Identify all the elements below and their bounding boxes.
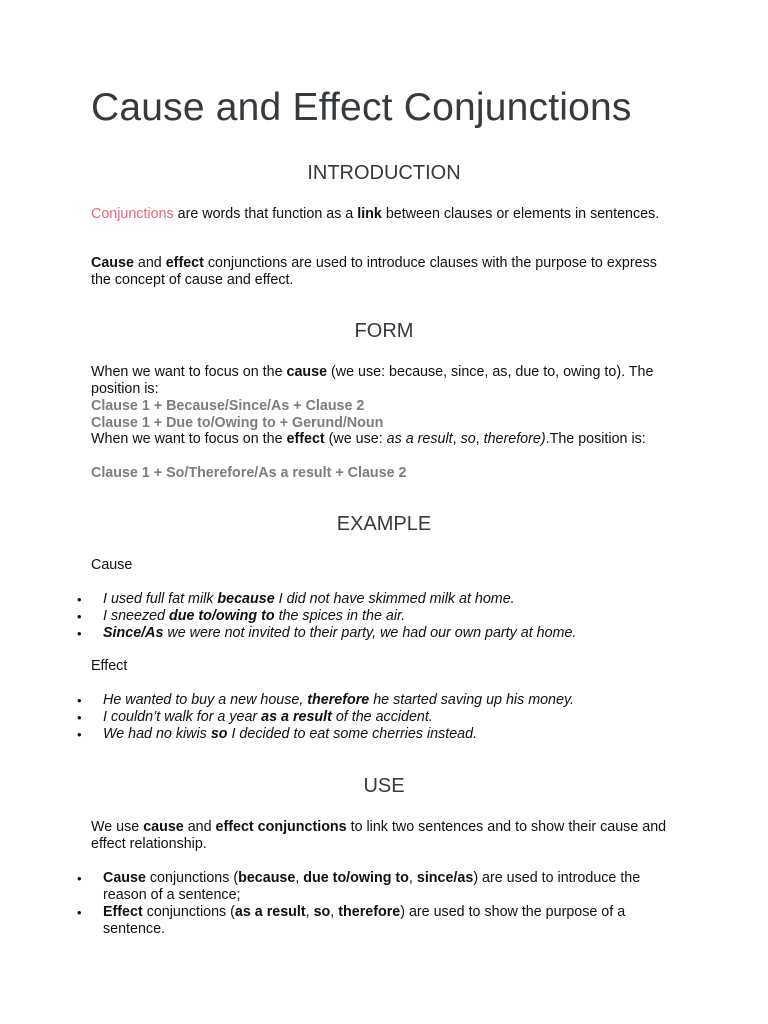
conjunctions-term: Conjunctions: [91, 206, 174, 222]
form-cause-line: When we want to focus on the cause (we use: because, since, as, due to, owing to). The position is:: [91, 364, 654, 397]
example-effect-label: Effect: [91, 658, 128, 674]
list-item: • Cause conjunctions (because, due to/owing to, since/as) are used to introduce the reason of a sentence;: [103, 870, 678, 904]
list-item: • I couldn’t walk for a year as a result of the accident.: [103, 709, 678, 726]
example-cause-label: Cause: [91, 557, 133, 573]
list-item: • We had no kiwis so I decided to eat some cherries instead.: [103, 726, 678, 743]
intro-paragraph-1: Conjunctions are words that function as a link between clauses or elements in sentences.: [91, 206, 660, 222]
use-list: [103, 870, 678, 938]
section-heading-use: USE: [363, 775, 405, 797]
effect-example-list: [103, 692, 678, 743]
list-item: • I sneezed due to/owing to the spices in the air.: [103, 608, 678, 625]
section-heading-introduction: INTRODUCTION: [307, 162, 461, 184]
use-paragraph: We use cause and effect conjunctions to link two sentences and to show their cause and effect relationship.: [91, 819, 667, 852]
list-item: • He wanted to buy a new house, therefore he started saving up his money.: [103, 692, 678, 709]
page-title: Cause and Effect Conjunctions: [91, 86, 632, 129]
list-item: • I used full fat milk because I did not have skimmed milk at home.: [103, 591, 678, 608]
formula-line: Clause 1 + Because/Since/As + Clause 2: [91, 398, 365, 414]
intro-paragraph-2: Cause and effect conjunctions are used to introduce clauses with the purpose to express the concept of cause and effect.: [91, 255, 657, 288]
formula-line: Clause 1 + So/Therefore/As a result + Clause 2: [91, 465, 407, 481]
list-item: • Effect conjunctions (as a result, so, therefore) are used to show the purpose of a sentence.: [103, 904, 678, 938]
cause-example-list: [103, 591, 678, 642]
section-heading-form: FORM: [354, 320, 414, 342]
section-heading-example: EXAMPLE: [336, 513, 432, 535]
form-effect-line: When we want to focus on the effect (we use: as a result, so, therefore).The position is:: [91, 431, 646, 447]
formula-line: Clause 1 + Due to/Owing to + Gerund/Noun: [91, 415, 384, 431]
list-item: • Since/As we were not invited to their party, we had our own party at home.: [103, 625, 678, 642]
